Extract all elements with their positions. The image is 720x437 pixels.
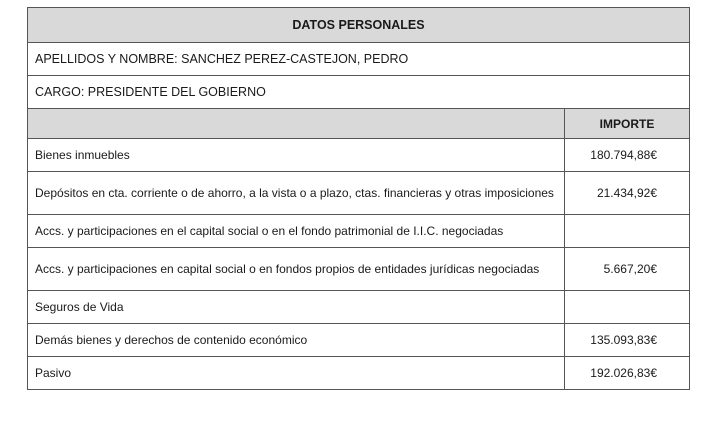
asset-declaration-table — [27, 7, 690, 390]
cargo-row — [28, 76, 690, 109]
row-concept: Depósitos en cta. corriente o de ahorro, a la vista o a plazo, ctas. financieras y otras imposiciones — [28, 172, 565, 215]
table-row — [28, 291, 690, 324]
importe-column-header: IMPORTE — [565, 109, 690, 139]
column-header-row — [28, 109, 690, 139]
table-row — [28, 139, 690, 172]
concept-column-header — [28, 109, 565, 139]
row-concept: Pasivo — [28, 357, 565, 390]
asset-declaration-sheet — [27, 7, 689, 390]
name-row — [28, 43, 690, 76]
row-concept: Seguros de Vida — [28, 291, 565, 324]
section-header-row — [28, 8, 690, 43]
row-concept: Bienes inmuebles — [28, 139, 565, 172]
row-concept: Demás bienes y derechos de contenido económico — [28, 324, 565, 357]
table-row — [28, 172, 690, 215]
row-amount: 21.434,92€ — [565, 172, 690, 215]
row-concept: Accs. y participaciones en capital social o en fondos propios de entidades jurídicas negociadas — [28, 248, 565, 291]
name-field: APELLIDOS Y NOMBRE: SANCHEZ PEREZ-CASTEJON, PEDRO — [28, 43, 690, 76]
table-row — [28, 215, 690, 248]
row-amount: 180.794,88€ — [565, 139, 690, 172]
row-amount: 135.093,83€ — [565, 324, 690, 357]
row-amount: 192.026,83€ — [565, 357, 690, 390]
row-amount: 5.667,20€ — [565, 248, 690, 291]
table-row — [28, 324, 690, 357]
row-amount — [565, 291, 690, 324]
section-title: DATOS PERSONALES — [28, 8, 690, 43]
table-row — [28, 248, 690, 291]
table-row — [28, 357, 690, 390]
row-amount — [565, 215, 690, 248]
cargo-field: CARGO: PRESIDENTE DEL GOBIERNO — [28, 76, 690, 109]
row-concept: Accs. y participaciones en el capital social o en el fondo patrimonial de I.I.C. negociadas — [28, 215, 565, 248]
